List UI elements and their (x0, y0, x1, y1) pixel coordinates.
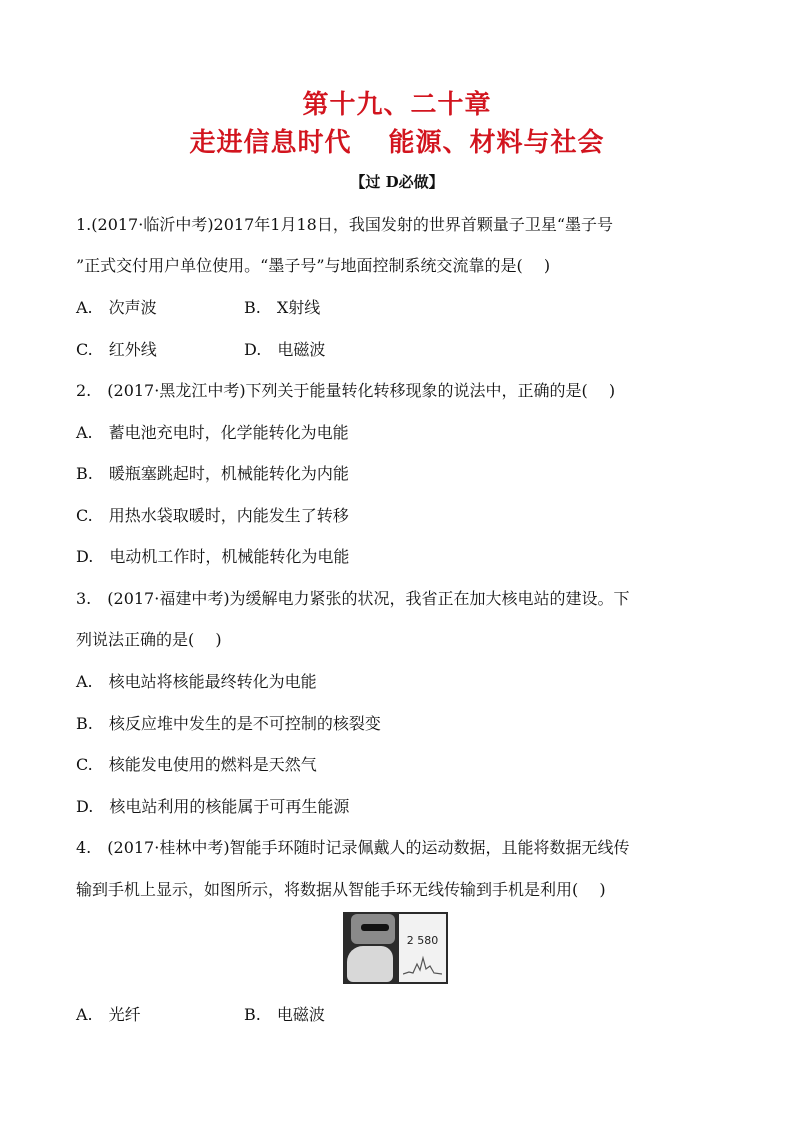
question-4-line-1: 4. (2017·桂林中考)智能手环随时记录佩戴人的运动数据，且能将数据无线传 (76, 838, 630, 857)
question-3-option-c: C. 核能发电使用的燃料是天然气 (76, 755, 317, 774)
chapter-title: 第十九、二十章 (302, 90, 492, 120)
chapter-subtitle: 走进信息时代 能源、材料与社会 (189, 128, 605, 158)
question-1-option-a: A. 次声波 (76, 298, 157, 317)
question-3-option-d: D. 核电站利用的核能属于可再生能源 (76, 797, 350, 816)
smart-band-photo (343, 912, 448, 984)
question-3-option-b: B. 核反应堆中发生的是不可控制的核裂变 (76, 714, 381, 733)
question-4-line-2: 输到手机上显示，如图所示，将数据从智能手环无线传输到手机是利用( ) (76, 880, 606, 899)
question-2-option-d: D. 电动机工作时，机械能转化为电能 (76, 547, 350, 566)
activity-chart-icon (403, 954, 442, 976)
question-1-line-2: ”正式交付用户单位使用。“墨子号”与地面控制系统交流靠的是( ) (76, 256, 551, 275)
phone-step-count: 2 580 (406, 934, 439, 947)
question-2-option-b: B. 暖瓶塞跳起时，机械能转化为内能 (76, 464, 349, 483)
question-1-option-d: D. 电磁波 (244, 340, 326, 359)
question-3-line-1: 3. (2017·福建中考)为缓解电力紧张的状况，我省正在加大核电站的建设。下 (76, 589, 630, 608)
question-4-option-b: B. 电磁波 (244, 1005, 325, 1024)
phone-screen (399, 914, 446, 982)
question-1-option-b: B. X射线 (244, 298, 321, 317)
question-4-option-a: A. 光纤 (76, 1005, 141, 1024)
question-2-line-1: 2. (2017·黑龙江中考)下列关于能量转化转移现象的说法中，正确的是( ) (76, 381, 616, 400)
section-tag: 【过 D必做】 (350, 173, 444, 191)
question-3-line-2: 列说法正确的是( ) (76, 630, 222, 649)
wrist-shape (347, 946, 393, 982)
band-display (361, 924, 389, 931)
question-2-option-a: A. 蓄电池充电时，化学能转化为电能 (76, 423, 349, 442)
question-1-line-1: 1.(2017·临沂中考)2017年1月18日，我国发射的世界首颗量子卫星“墨子号 (76, 215, 613, 234)
question-3-option-a: A. 核电站将核能最终转化为电能 (76, 672, 317, 691)
question-1-option-c: C. 红外线 (76, 340, 157, 359)
question-2-option-c: C. 用热水袋取暖时，内能发生了转移 (76, 506, 349, 525)
